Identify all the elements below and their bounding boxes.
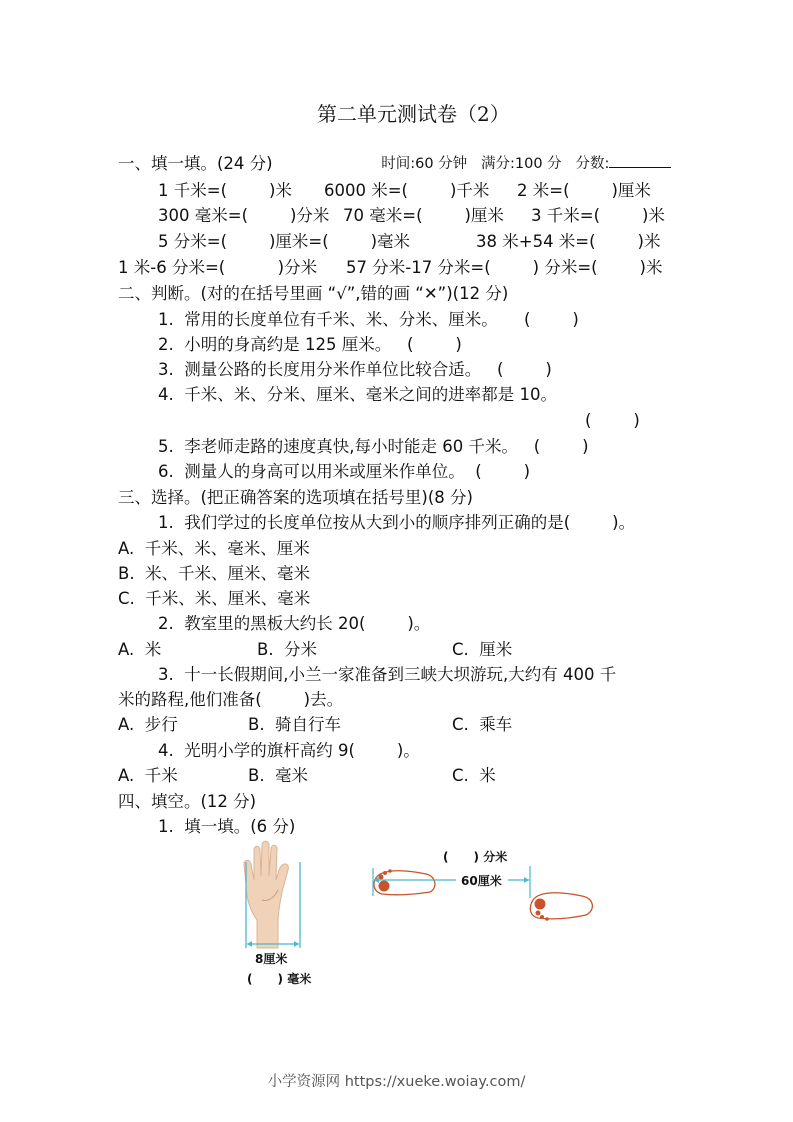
footprints-icon xyxy=(368,860,598,930)
hand-answer-blank: ( ) 毫米 xyxy=(247,972,312,986)
fill-item: 2 米=( )厘米 xyxy=(517,181,651,200)
hand-icon xyxy=(240,840,310,955)
fill-item: 6000 米=( )千米 xyxy=(324,181,490,200)
section2-heading: 二、判断。(对的在括号里画 “√”,错的画 “✕”)(12 分) xyxy=(118,284,509,303)
feet-measure-label: 60厘米 xyxy=(461,874,502,888)
section1-heading: 一、填一填。(24 分) xyxy=(118,154,273,173)
judge-item-answer: ( ) xyxy=(585,411,640,430)
full-score: 满分:100 分 xyxy=(481,156,562,172)
section4-heading: 四、填空。(12 分) xyxy=(118,792,257,811)
fill-item: 5 分米=( )厘米=( )毫米 xyxy=(158,232,411,251)
choice-option: B. 分米 xyxy=(257,640,318,659)
choice-option: A. 千米 xyxy=(118,766,178,785)
score-blank[interactable] xyxy=(609,153,671,168)
choice-option: C. 米 xyxy=(452,766,496,785)
choice-stem: 4. 光明小学的旗杆高约 9( )。 xyxy=(158,741,420,760)
choice-option: B. 米、千米、厘米、毫米 xyxy=(118,564,311,583)
choice-stem: 2. 教室里的黑板大约长 20( )。 xyxy=(158,614,431,633)
hand-measure-label: 8厘米 xyxy=(255,952,288,966)
choice-option: C. 厘米 xyxy=(452,640,513,659)
judge-item: 1. 常用的长度单位有千米、米、分米、厘米。 ( ) xyxy=(158,310,579,329)
choice-option: B. 毫米 xyxy=(248,766,309,785)
section3-heading: 三、选择。(把正确答案的选项填在括号里)(8 分) xyxy=(118,488,473,507)
fill-item: 3 千米=( )米 xyxy=(531,206,665,225)
fill-item: 57 分米-17 分米=( ) 分米=( )米 xyxy=(346,258,663,277)
hand-figure xyxy=(240,840,310,955)
choice-stem: 1. 我们学过的长度单位按从大到小的顺序排列正确的是( )。 xyxy=(158,513,636,532)
fill-item: 1 米-6 分米=( )分米 xyxy=(118,258,318,277)
footer-source: 小学资源网 https://xueke.woiay.com/ xyxy=(267,1074,526,1090)
choice-option: C. 千米、米、厘米、毫米 xyxy=(118,589,311,608)
feet-answer-blank: ( ) 分米 xyxy=(443,850,508,864)
judge-item: 3. 测量公路的长度用分米作单位比较合适。 ( ) xyxy=(158,360,552,379)
choice-option: A. 米 xyxy=(118,640,162,659)
page-title: 第二单元测试卷（2） xyxy=(317,102,510,126)
fill-item: 70 毫米=( )厘米 xyxy=(343,206,504,225)
fill-item: 1 千米=( )米 xyxy=(158,181,292,200)
choice-stem: 3. 十一长假期间,小兰一家准备到三峡大坝游玩,大约有 400 千 xyxy=(158,665,617,684)
choice-option: A. 步行 xyxy=(118,715,178,734)
judge-item: 6. 测量人的身高可以用米或厘米作单位。 ( ) xyxy=(158,462,531,481)
fill-item: 300 毫米=( )分米 xyxy=(158,206,330,225)
feet-figure xyxy=(368,860,598,930)
choice-option: A. 千米、米、毫米、厘米 xyxy=(118,539,310,558)
fill-item: 38 米+54 米=( )米 xyxy=(476,232,661,251)
choice-option: C. 乘车 xyxy=(452,715,513,734)
judge-item: 4. 千米、米、分米、厘米、毫米之间的进率都是 10。 xyxy=(158,385,557,404)
time-limit: 时间:60 分钟 xyxy=(381,156,468,172)
exam-meta xyxy=(372,131,671,175)
choice-option: B. 骑自行车 xyxy=(248,715,342,734)
judge-item: 2. 小明的身高约是 125 厘米。 ( ) xyxy=(158,335,462,354)
judge-item: 5. 李老师走路的速度真快,每小时能走 60 千米。 ( ) xyxy=(158,437,589,456)
choice-stem: 米的路程,他们准备( )去。 xyxy=(118,690,344,709)
section4-sub1: 1. 填一填。(6 分) xyxy=(158,817,296,836)
score-label: 分数: xyxy=(575,156,610,172)
